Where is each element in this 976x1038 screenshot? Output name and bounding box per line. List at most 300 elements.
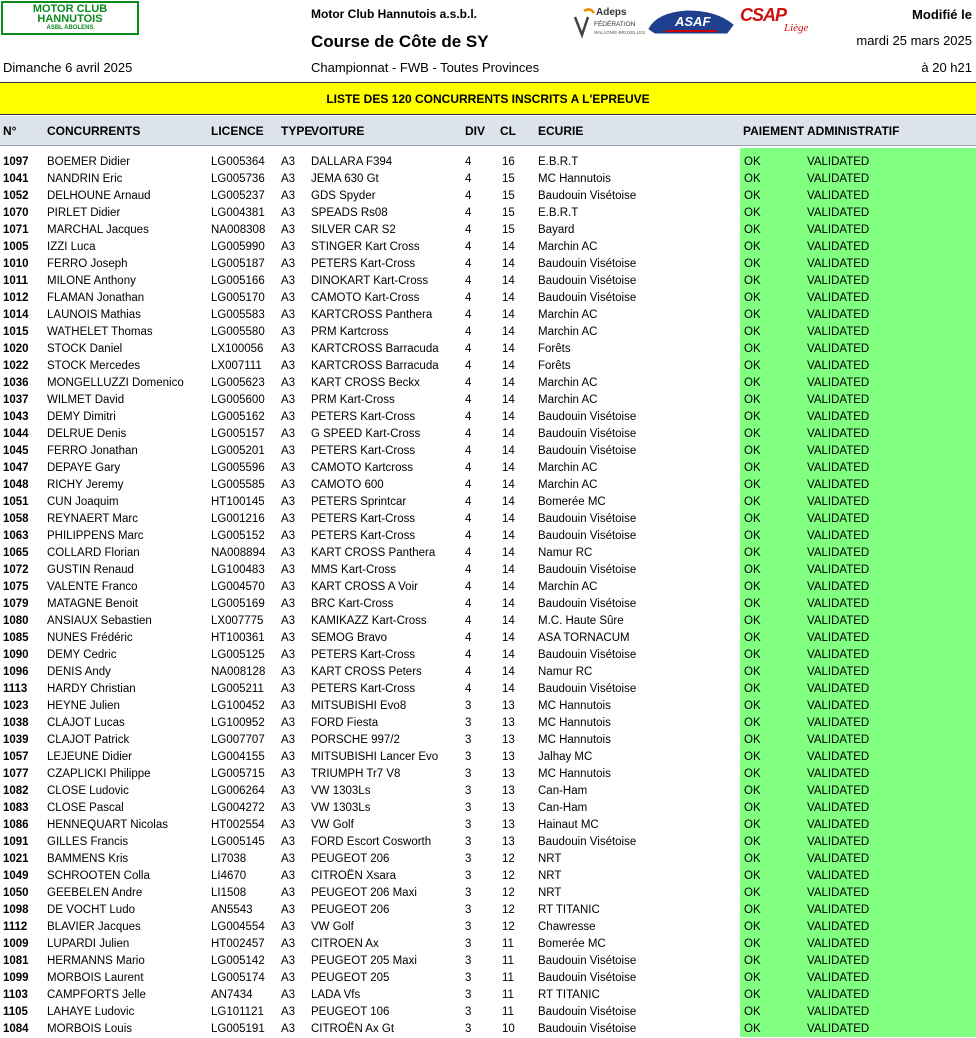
- entry-div: 4: [465, 275, 472, 287]
- entry-car: KAMIKAZZ Kart-Cross: [311, 615, 427, 627]
- title-banner: [0, 82, 976, 115]
- entry-type: A3: [281, 224, 296, 236]
- entry-car: BRC Kart-Cross: [311, 598, 394, 610]
- entry-div: 3: [465, 785, 472, 797]
- entry-admin-status: VALIDATED: [807, 156, 870, 168]
- entry-licence: LG004554: [211, 921, 265, 933]
- entry-admin-status: VALIDATED: [807, 904, 870, 916]
- entry-class: 13: [502, 785, 515, 797]
- entry-admin-status: VALIDATED: [807, 173, 870, 185]
- entry-type: A3: [281, 581, 296, 593]
- entry-car: VW Golf: [311, 921, 354, 933]
- entry-number: 1058: [3, 513, 29, 525]
- entry-type: A3: [281, 785, 296, 797]
- entry-div: 4: [465, 445, 472, 457]
- entry-payment: OK: [744, 445, 761, 457]
- entry-payment: OK: [744, 564, 761, 576]
- entry-number: 1049: [3, 870, 29, 882]
- entry-type: A3: [281, 156, 296, 168]
- entry-driver: STOCK Daniel: [47, 343, 123, 355]
- table-row: [0, 936, 976, 953]
- entry-type: A3: [281, 870, 296, 882]
- asaf-name: ASAF: [675, 14, 711, 29]
- col-ecurie: ECURIE: [538, 124, 584, 138]
- entry-type: A3: [281, 615, 296, 627]
- entry-class: 14: [502, 513, 515, 525]
- entry-team: MC Hannutois: [538, 768, 611, 780]
- entry-team: MC Hannutois: [538, 734, 611, 746]
- entry-driver: HENNEQUART Nicolas: [47, 819, 168, 831]
- entry-payment: OK: [744, 326, 761, 338]
- entry-licence: LG005191: [211, 1023, 265, 1035]
- table-row: [0, 1004, 976, 1021]
- entry-licence: LX007775: [211, 615, 264, 627]
- entry-team: Baudouin Visétoise: [538, 445, 637, 457]
- entry-number: 1103: [3, 989, 28, 1001]
- entry-licence: LG005125: [211, 649, 265, 661]
- entry-div: 4: [465, 207, 472, 219]
- entry-car: CITROEN Ax: [311, 938, 379, 950]
- entry-team: Baudouin Visétoise: [538, 530, 637, 542]
- entry-licence: LG004272: [211, 802, 265, 814]
- entry-number: 1010: [3, 258, 29, 270]
- entry-type: A3: [281, 768, 296, 780]
- entry-type: A3: [281, 445, 296, 457]
- entry-licence: LG005583: [211, 309, 265, 321]
- table-row: [0, 868, 976, 885]
- entry-admin-status: VALIDATED: [807, 343, 870, 355]
- entry-payment: OK: [744, 666, 761, 678]
- entry-team: Marchin AC: [538, 241, 598, 253]
- entry-div: 3: [465, 955, 472, 967]
- entry-driver: MORBOIS Louis: [47, 1023, 132, 1035]
- entry-driver: CUN Joaquim: [47, 496, 119, 508]
- entry-team: MC Hannutois: [538, 173, 611, 185]
- entry-number: 1044: [3, 428, 29, 440]
- entry-class: 14: [502, 428, 515, 440]
- entry-car: CITROËN Ax Gt: [311, 1023, 395, 1035]
- entry-number: 1081: [3, 955, 29, 967]
- entry-team: Baudouin Visétoise: [538, 955, 637, 967]
- entry-driver: HERMANNS Mario: [47, 955, 145, 967]
- adeps-sub2: WALLONIE-BRUXELLES: [594, 30, 646, 35]
- entry-licence: LG005162: [211, 411, 265, 423]
- entry-number: 1038: [3, 717, 29, 729]
- entry-payment: OK: [744, 462, 761, 474]
- entry-div: 3: [465, 700, 472, 712]
- entry-div: 4: [465, 156, 472, 168]
- entry-number: 1086: [3, 819, 29, 831]
- entry-admin-status: VALIDATED: [807, 530, 870, 542]
- entry-div: 4: [465, 377, 472, 389]
- entry-class: 11: [502, 938, 514, 950]
- entry-team: Forêts: [538, 360, 571, 372]
- entry-driver: PIRLET Didier: [47, 207, 121, 219]
- entry-driver: LAUNOIS Mathias: [47, 309, 141, 321]
- entry-driver: WILMET David: [47, 394, 125, 406]
- entry-type: A3: [281, 292, 296, 304]
- entry-payment: OK: [744, 275, 761, 287]
- entry-driver: STOCK Mercedes: [47, 360, 141, 372]
- entry-team: Baudouin Visétoise: [538, 683, 637, 695]
- entry-type: A3: [281, 190, 296, 202]
- entry-payment: OK: [744, 581, 761, 593]
- entry-licence: NA008894: [211, 547, 266, 559]
- entry-class: 13: [502, 819, 515, 831]
- entry-payment: OK: [744, 853, 761, 865]
- entry-team: Marchin AC: [538, 326, 598, 338]
- entry-licence: LG005187: [211, 258, 265, 270]
- entry-class: 11: [502, 1006, 514, 1018]
- entry-payment: OK: [744, 836, 761, 848]
- table-row: [0, 460, 976, 477]
- entry-div: 3: [465, 904, 472, 916]
- entry-driver: PHILIPPENS Marc: [47, 530, 144, 542]
- entry-driver: MATAGNE Benoit: [47, 598, 138, 610]
- entry-driver: RICHY Jeremy: [47, 479, 124, 491]
- entry-class: 12: [502, 853, 515, 865]
- entry-payment: OK: [744, 921, 761, 933]
- entry-driver: HEYNE Julien: [47, 700, 120, 712]
- col-licence: LICENCE: [211, 124, 264, 138]
- entry-div: 4: [465, 411, 472, 423]
- entry-number: 1082: [3, 785, 29, 797]
- table-row: [0, 766, 976, 783]
- entry-class: 12: [502, 887, 515, 899]
- entry-admin-status: VALIDATED: [807, 445, 870, 457]
- table-row: [0, 885, 976, 902]
- entry-class: 14: [502, 615, 515, 627]
- entry-type: A3: [281, 649, 296, 661]
- entry-licence: LG005142: [211, 955, 265, 967]
- entry-admin-status: VALIDATED: [807, 411, 870, 423]
- entry-licence: LG005580: [211, 326, 265, 338]
- organizer: Motor Club Hannutois a.s.b.l.: [311, 7, 477, 21]
- table-row: [0, 732, 976, 749]
- entry-type: A3: [281, 955, 296, 967]
- entry-class: 16: [502, 156, 515, 168]
- entry-car: KART CROSS Panthera: [311, 547, 436, 559]
- entry-div: 4: [465, 547, 472, 559]
- entry-team: Baudouin Visétoise: [538, 513, 637, 525]
- entry-team: Bomerée MC: [538, 938, 606, 950]
- table-row: [0, 562, 976, 579]
- entry-type: A3: [281, 802, 296, 814]
- entry-licence: NA008308: [211, 224, 266, 236]
- entry-class: 13: [502, 802, 515, 814]
- entry-driver: REYNAERT Marc: [47, 513, 138, 525]
- table-row: [0, 341, 976, 358]
- entry-div: 3: [465, 768, 472, 780]
- entry-class: 14: [502, 241, 515, 253]
- entry-driver: FLAMAN Jonathan: [47, 292, 145, 304]
- entry-admin-status: VALIDATED: [807, 496, 870, 508]
- csap-name: CSAP: [740, 5, 787, 25]
- entry-admin-status: VALIDATED: [807, 207, 870, 219]
- entry-number: 1091: [3, 836, 29, 848]
- entry-number: 1043: [3, 411, 29, 423]
- entry-driver: BAMMENS Kris: [47, 853, 129, 865]
- entry-licence: LG005715: [211, 768, 265, 780]
- entry-payment: OK: [744, 292, 761, 304]
- entry-class: 15: [502, 224, 515, 236]
- entry-car: CAMOTO Kartcross: [311, 462, 414, 474]
- entry-car: PEUGEOT 206 Maxi: [311, 887, 417, 899]
- entry-team: Marchin AC: [538, 581, 598, 593]
- entry-admin-status: VALIDATED: [807, 258, 870, 270]
- entry-admin-status: VALIDATED: [807, 581, 870, 593]
- entry-class: 14: [502, 479, 515, 491]
- entry-div: 3: [465, 938, 472, 950]
- entry-div: 3: [465, 819, 472, 831]
- entry-class: 15: [502, 173, 515, 185]
- entry-payment: OK: [744, 377, 761, 389]
- entry-type: A3: [281, 564, 296, 576]
- entry-car: PEUGEOT 206: [311, 853, 390, 865]
- entry-payment: OK: [744, 411, 761, 423]
- entry-admin-status: VALIDATED: [807, 479, 870, 491]
- entry-type: A3: [281, 904, 296, 916]
- entry-type: A3: [281, 700, 296, 712]
- entry-div: 3: [465, 972, 472, 984]
- entry-div: 4: [465, 326, 472, 338]
- entry-licence: LG005585: [211, 479, 265, 491]
- entry-number: 1037: [3, 394, 29, 406]
- entry-number: 1065: [3, 547, 29, 559]
- entry-div: 3: [465, 734, 472, 746]
- entry-admin-status: VALIDATED: [807, 360, 870, 372]
- entry-car: PETERS Kart-Cross: [311, 649, 416, 661]
- entry-driver: DEMY Dimitri: [47, 411, 116, 423]
- entry-car: PETERS Sprintcar: [311, 496, 407, 508]
- entry-car: MMS Kart-Cross: [311, 564, 396, 576]
- entry-payment: OK: [744, 530, 761, 542]
- table-row: [0, 273, 976, 290]
- entry-car: PETERS Kart-Cross: [311, 445, 416, 457]
- entry-number: 1005: [3, 241, 29, 253]
- entry-driver: LAHAYE Ludovic: [47, 1006, 135, 1018]
- entry-car: VW Golf: [311, 819, 354, 831]
- entry-driver: NANDRIN Eric: [47, 173, 123, 185]
- entry-admin-status: VALIDATED: [807, 972, 870, 984]
- table-row: [0, 953, 976, 970]
- table-row: [0, 375, 976, 392]
- table-row: [0, 817, 976, 834]
- entry-car: SEMOG Bravo: [311, 632, 388, 644]
- entry-car: PETERS Kart-Cross: [311, 258, 416, 270]
- entry-class: 14: [502, 445, 515, 457]
- entry-admin-status: VALIDATED: [807, 326, 870, 338]
- entry-payment: OK: [744, 768, 761, 780]
- entry-number: 1009: [3, 938, 29, 950]
- entry-type: A3: [281, 632, 296, 644]
- entry-payment: OK: [744, 734, 761, 746]
- entry-driver: SCHROOTEN Colla: [47, 870, 150, 882]
- entry-car: JEMA 630 Gt: [311, 173, 379, 185]
- entry-number: 1075: [3, 581, 29, 593]
- entry-admin-status: VALIDATED: [807, 683, 870, 695]
- entry-payment: OK: [744, 428, 761, 440]
- entry-number: 1041: [3, 173, 29, 185]
- entry-class: 14: [502, 649, 515, 661]
- entry-number: 1071: [3, 224, 29, 236]
- entry-team: MC Hannutois: [538, 700, 611, 712]
- entry-car: PEUGEOT 206: [311, 904, 390, 916]
- entry-class: 14: [502, 411, 515, 423]
- entry-class: 14: [502, 564, 515, 576]
- entry-admin-status: VALIDATED: [807, 938, 870, 950]
- entry-car: PETERS Kart-Cross: [311, 530, 416, 542]
- entry-number: 1011: [3, 275, 28, 287]
- entry-type: A3: [281, 989, 296, 1001]
- entry-team: Marchin AC: [538, 309, 598, 321]
- entry-class: 14: [502, 581, 515, 593]
- entry-team: Jalhay MC: [538, 751, 593, 763]
- entry-team: Baudouin Visétoise: [538, 411, 637, 423]
- entry-licence: LG100483: [211, 564, 265, 576]
- entry-team: Bayard: [538, 224, 575, 236]
- entry-car: KARTCROSS Panthera: [311, 309, 433, 321]
- entry-payment: OK: [744, 904, 761, 916]
- entry-admin-status: VALIDATED: [807, 768, 870, 780]
- entry-licence: LG004381: [211, 207, 265, 219]
- table-row: [0, 477, 976, 494]
- entry-admin-status: VALIDATED: [807, 547, 870, 559]
- entry-number: 1099: [3, 972, 29, 984]
- entry-number: 1077: [3, 768, 29, 780]
- entry-number: 1045: [3, 445, 29, 457]
- entry-type: A3: [281, 666, 296, 678]
- entry-div: 3: [465, 836, 472, 848]
- entry-team: Marchin AC: [538, 394, 598, 406]
- entry-team: E.B.R.T: [538, 156, 579, 168]
- entry-driver: CZAPLICKI Philippe: [47, 768, 151, 780]
- entry-team: Baudouin Visétoise: [538, 972, 637, 984]
- entry-admin-status: VALIDATED: [807, 190, 870, 202]
- table-row: [0, 256, 976, 273]
- entry-type: A3: [281, 428, 296, 440]
- entry-type: A3: [281, 853, 296, 865]
- table-row: [0, 154, 976, 171]
- table-row: [0, 307, 976, 324]
- csap-logo: [738, 5, 822, 39]
- entry-type: A3: [281, 921, 296, 933]
- entry-car: KART CROSS Beckx: [311, 377, 420, 389]
- entry-payment: OK: [744, 785, 761, 797]
- club-logo: [1, 1, 139, 35]
- entry-class: 13: [502, 768, 515, 780]
- entry-number: 1083: [3, 802, 29, 814]
- table-row: [0, 596, 976, 613]
- entry-admin-status: VALIDATED: [807, 632, 870, 644]
- entry-licence: LG005166: [211, 275, 265, 287]
- entry-driver: HARDY Christian: [47, 683, 136, 695]
- entry-car: CAMOTO 600: [311, 479, 384, 491]
- table-row: [0, 749, 976, 766]
- entry-car: FORD Escort Cosworth: [311, 836, 432, 848]
- entry-number: 1079: [3, 598, 29, 610]
- entry-car: MITSUBISHI Evo8: [311, 700, 407, 712]
- entry-car: SPEADS Rs08: [311, 207, 388, 219]
- entry-licence: LG004570: [211, 581, 265, 593]
- entry-admin-status: VALIDATED: [807, 989, 870, 1001]
- entry-type: A3: [281, 836, 296, 848]
- entry-number: 1012: [3, 292, 29, 304]
- entry-div: 4: [465, 241, 472, 253]
- entry-type: A3: [281, 360, 296, 372]
- table-row: [0, 494, 976, 511]
- entry-payment: OK: [744, 615, 761, 627]
- entry-payment: OK: [744, 1006, 761, 1018]
- entry-number: 1113: [3, 683, 28, 695]
- entry-licence: LG100452: [211, 700, 265, 712]
- table-row: [0, 205, 976, 222]
- col-concurrents: CONCURRENTS: [47, 124, 141, 138]
- entry-type: A3: [281, 326, 296, 338]
- entry-class: 13: [502, 734, 515, 746]
- table-row: [0, 681, 976, 698]
- entry-div: 4: [465, 224, 472, 236]
- entry-div: 4: [465, 632, 472, 644]
- entry-driver: MORBOIS Laurent: [47, 972, 144, 984]
- entry-payment: OK: [744, 394, 761, 406]
- entry-payment: OK: [744, 632, 761, 644]
- modified-date: mardi 25 mars 2025: [856, 33, 972, 48]
- entry-class: 14: [502, 530, 515, 542]
- table-row: [0, 800, 976, 817]
- entry-number: 1070: [3, 207, 29, 219]
- entry-driver: IZZI Luca: [47, 241, 96, 253]
- table-row: [0, 545, 976, 562]
- entry-admin-status: VALIDATED: [807, 1023, 870, 1035]
- entry-type: A3: [281, 309, 296, 321]
- table-row: [0, 664, 976, 681]
- entry-licence: LG005736: [211, 173, 265, 185]
- entry-payment: OK: [744, 938, 761, 950]
- entry-driver: DENIS Andy: [47, 666, 111, 678]
- entry-div: 4: [465, 258, 472, 270]
- entry-team: Can-Ham: [538, 785, 588, 797]
- club-logo-line2: HANNUTOIS: [37, 13, 103, 25]
- entry-class: 12: [502, 904, 515, 916]
- entry-licence: AN5543: [211, 904, 253, 916]
- entry-payment: OK: [744, 598, 761, 610]
- entry-number: 1080: [3, 615, 29, 627]
- entry-type: A3: [281, 547, 296, 559]
- entry-type: A3: [281, 598, 296, 610]
- entry-div: 4: [465, 292, 472, 304]
- entry-number: 1015: [3, 326, 29, 338]
- table-row: [0, 426, 976, 443]
- entry-driver: VALENTE Franco: [47, 581, 138, 593]
- entry-admin-status: VALIDATED: [807, 785, 870, 797]
- entry-div: 3: [465, 751, 472, 763]
- entry-payment: OK: [744, 156, 761, 168]
- entry-number: 1047: [3, 462, 29, 474]
- entry-team: RT TITANIC: [538, 904, 600, 916]
- entry-payment: OK: [744, 751, 761, 763]
- entry-class: 14: [502, 258, 515, 270]
- entry-payment: OK: [744, 870, 761, 882]
- entry-div: 4: [465, 462, 472, 474]
- entry-payment: OK: [744, 819, 761, 831]
- col-type: TYPE: [281, 124, 313, 138]
- entry-class: 14: [502, 343, 515, 355]
- table-row: [0, 1021, 976, 1038]
- entry-type: A3: [281, 1006, 296, 1018]
- entry-car: DALLARA F394: [311, 156, 393, 168]
- entry-team: M.C. Haute Sûre: [538, 615, 624, 627]
